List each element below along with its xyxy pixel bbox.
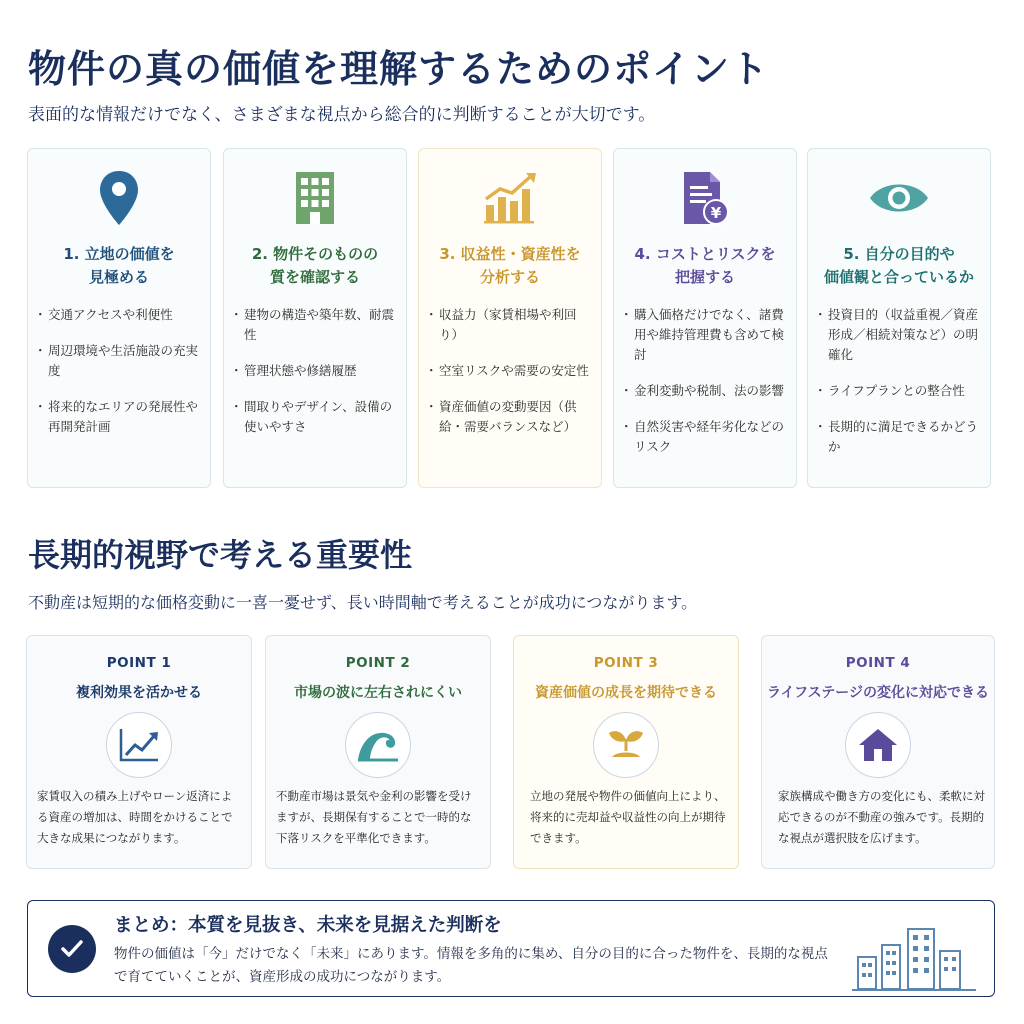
yen-document-icon (614, 167, 796, 229)
page-title: 物件の真の価値を理解するためのポイント (28, 46, 770, 91)
list-item: ・ 交通アクセスや利便性 (36, 305, 204, 325)
point-description: 家族構成や働き方の変化にも、柔軟に対応できるのが不動産の強みです。長期的な視点が選択肢を広げます。 (778, 789, 985, 845)
point-title: 資産価値の成長を期待できる (535, 685, 717, 701)
summary-box (27, 900, 995, 997)
value-card-property-quality (223, 148, 407, 488)
card-title: 3. 収益性・資産性を 分析する (439, 245, 581, 286)
point-description: 立地の発展や物件の価値向上により、将来的に売却益や収益性の向上が期待できます。 (530, 789, 726, 845)
house-icon (845, 712, 911, 778)
card-list (622, 305, 790, 473)
value-card-purpose (807, 148, 991, 488)
card-title: 5. 自分の目的や 価値観と合っているか (823, 245, 974, 286)
map-pin-icon (28, 167, 210, 229)
value-card-location (27, 148, 211, 488)
point-card-2 (265, 635, 491, 869)
value-card-cost-risk (613, 148, 797, 488)
point-card-4 (761, 635, 995, 869)
list-item: ・ 建物の構造や築年数、耐震性 (232, 305, 400, 345)
sprout-icon (593, 712, 659, 778)
building-icon (224, 167, 406, 229)
wave-icon (345, 712, 411, 778)
card-title: 4. コストとリスクを 把握する (634, 245, 776, 286)
list-item: ・ 資産価値の変動要因（供給・需要バランスなど） (427, 397, 595, 437)
eye-icon (808, 167, 990, 229)
card-list (232, 305, 400, 453)
point-label: POINT 2 (345, 655, 411, 671)
list-item: ・ 間取りやデザイン、設備の使いやすさ (232, 397, 400, 437)
city-buildings-icon (852, 921, 976, 993)
value-points-cards (27, 148, 991, 488)
page-subtitle: 表面的な情報だけでなく、さまざまな視点から総合的に判断することが大切です。 (28, 105, 656, 125)
list-item: ・ 周辺環境や生活施設の充実度 (36, 341, 204, 381)
trend-up-icon (106, 712, 172, 778)
list-item: ・ 空室リスクや需要の安定性 (427, 361, 595, 381)
list-item: ・ 収益力（家賃相場や利回り） (427, 305, 595, 345)
point-label: POINT 4 (845, 655, 911, 671)
section-subtitle: 不動産は短期的な価格変動に一喜一憂せず、長い時間軸で考えることが成功につながります。 (28, 593, 698, 612)
point-label: POINT 1 (106, 655, 172, 671)
card-list (427, 305, 595, 453)
card-title: 2. 物件そのものの 質を確認する (251, 245, 379, 286)
point-description: 家賃収入の積み上げやローン返済による資産の増加は、時間をかけることで大きな成果につながります。 (37, 789, 233, 845)
card-title: 1. 立地の価値を 見極める (63, 245, 175, 286)
section-title: 長期的視野で考える重要性 (28, 536, 413, 574)
growth-chart-icon (419, 167, 601, 229)
list-item: ・ 金利変動や税制、法の影響 (622, 381, 790, 401)
svg-text:¥: ¥ (710, 204, 722, 222)
point-description: 不動産市場は景気や金利の影響を受けますが、長期保有することで一時的な下落リスクを平準化できます。 (276, 789, 472, 845)
point-card-1 (26, 635, 252, 869)
card-list (36, 305, 204, 453)
list-item: ・ 長期的に満足できるかどうか (816, 417, 984, 457)
check-circle-icon (48, 925, 96, 973)
list-item: ・ 購入価格だけでなく、諸費用や維持管理費も含めて検討 (622, 305, 790, 365)
list-item: ・ ライフプランとの整合性 (816, 381, 984, 401)
summary-title: まとめ：本質を見抜き、未来を見据えた判断を (114, 915, 502, 936)
card-list (816, 305, 984, 473)
list-item: ・ 投資目的（収益重視／資産形成／相続対策など）の明確化 (816, 305, 984, 365)
point-card-3 (513, 635, 739, 869)
list-item: ・ 自然災害や経年劣化などのリスク (622, 417, 790, 457)
point-title: 複利効果を活かせる (76, 685, 202, 701)
list-item: ・ 管理状態や修繕履歴 (232, 361, 400, 381)
point-title: ライフステージの変化に対応できる (766, 685, 990, 701)
point-label: POINT 3 (593, 655, 659, 671)
value-card-profitability (418, 148, 602, 488)
summary-body: 物件の価値は「今」だけでなく「未来」にあります。情報を多角的に集め、自分の目的に合った物件を、長期的な視点で育てていくことが、資産形成の成功につながります。 (114, 946, 828, 985)
long-term-points (26, 635, 996, 869)
point-title: 市場の波に左右されにくい (294, 685, 462, 701)
list-item: ・ 将来的なエリアの発展性や再開発計画 (36, 397, 204, 437)
